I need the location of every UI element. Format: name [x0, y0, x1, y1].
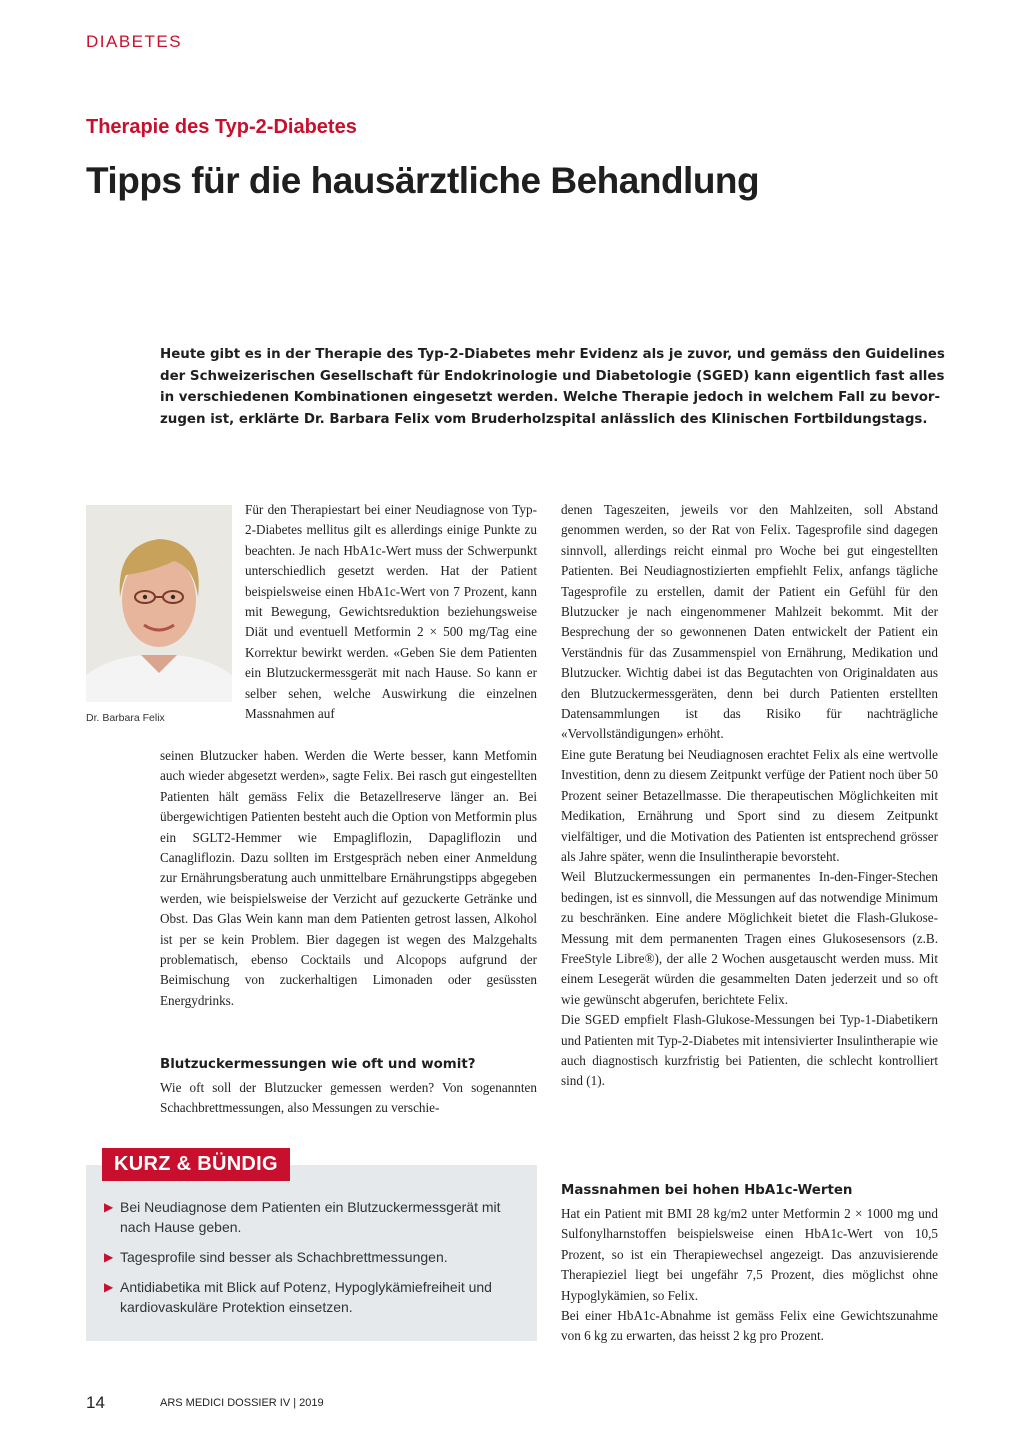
lead-line: Heute gibt es in der Therapie des Typ-2-Diabetes mehr Evidenz als je zuvor, und gemäss den Guidelines: [160, 347, 945, 362]
body-column-left-top: [245, 500, 537, 724]
summary-item: [104, 1247, 524, 1267]
publication-info: ARS MEDICI DOSSIER IV | 2019: [160, 1397, 324, 1409]
body-paragraph: denen Tageszeiten, jeweils vor den Mahlzeiten, soll Abstand genommen werden, so der Rat von Felix. Tagesprofile sind dagegen sinnvoll, allerdings reicht einmal pro Woche bei gut eingestellten Patienten. Bei Neudiagnostizierten empfiehlt Felix, anfangs tägliche Tagesprofile zu erstellen, damit der Patient ein Gefühl für den Blutzucker je nach eingenommener Mahlzeit bekommt. Mit der Besprechung der so gewonnenen Daten entwickelt der Patient ein Verständnis für das Zusammenspiel von Ernährung, Medikation und Blutzucker. Wichtig dabei ist das Begutachten von Originaldaten aus den Blutzuckermessgeräten, denn bei durch Patienten erstellten Datensammlungen ist das Risiko für nachträgliche «Vervollständigungen» erhöht.: [561, 502, 938, 742]
body-column-right-2: [561, 1204, 938, 1347]
triangle-right-icon: ▶: [104, 1200, 114, 1214]
summary-item-text: Antidiabetika mit Blick auf Potenz, Hypoglykämiefreiheit und kardiovaskuläre Protektion einsetzen.: [120, 1279, 492, 1315]
body-paragraph: Hat ein Patient mit BMI 28 kg/m2 unter Metformin 2 × 1000 mg und Sulfonylharnstoffen beispielsweise einen HbA1c-Wert von 10,5 Prozent, so ist ein Therapiewechsel angezeigt. Das anzuvisierende Therapieziel liegt bei ungefähr 7,5 Prozent, dies möglichst ohne Hypoglykämien, so Felix.: [561, 1206, 938, 1303]
photo-caption: Dr. Barbara Felix: [86, 712, 165, 724]
summary-item: [104, 1197, 524, 1237]
body-paragraph: Weil Blutzuckermessungen ein permanentes In-den-Finger-Stechen bedingen, ist es sinnvoll, die Messungen auf das notwendige Minimum zu beschränken. Eine andere Möglichkeit bietet die Flash-Glukose-Messung mit dem permanenten Tragen eines Glukosesensors (z.B. FreeStyle Libre®), der alle 2 Wochen ausgetauscht werden muss. Mit einem Lesegerät würden die gesammelten Daten jederzeit und so oft wie gewünscht abgerufen, berichtete Felix.: [561, 869, 938, 1007]
body-column-right: [561, 500, 938, 1092]
triangle-right-icon: ▶: [104, 1280, 114, 1294]
body-paragraph: Bei einer HbA1c-Abnahme ist gemäss Felix eine Gewichtszunahme von 6 kg zu erwarten, das heisst 2 kg pro Prozent.: [561, 1308, 938, 1344]
subheading-blutzucker: Blutzuckermessungen wie oft und womit?: [160, 1057, 476, 1072]
body-paragraph: seinen Blutzucker haben. Werden die Werte besser, kann Metfomin auch wieder abgesetzt werden», sagte Felix. Bei rasch gut eingestellten Patienten hält gemäss Felix die Betazellreserve länger an. Bei übergewichtigen Patienten besteht auch die Option von Metformin plus ein SGLT2-Hemmer wie Empagliflozin, Dapagliflozin und Canagliflozin. Dazu sollten im Erstgespräch neben einer Anmeldung zur Ernährungsberatung auch unmittelbare Ernährungstipps abgegeben werden, wie beispielsweise der Verzicht auf gezuckerte Getränke und Obst. Das Glas Wein kann man dem Patienten getrost lassen, Alkohol ist per se kein Problem. Bier dagegen ist wegen des Malzgehalts problematisch, ebenso Cocktails und Alcopops aufgrund der Beimischung von zuckerhaltigen Limonaden oder gesüssten Energydrinks.: [160, 748, 537, 1008]
summary-item-text: Tagesprofile sind besser als Schachbrettmessungen.: [120, 1249, 448, 1265]
body-paragraph: Eine gute Beratung bei Neudiagnosen erachtet Felix als eine wertvolle Investition, denn zu diesem Zeitpunkt verfüge der Patient noch über 50 Prozent seiner Betazellmasse. Die therapeutischen Möglichkeiten mit Medikation, Ernährung und Sport sind zu diesem Zeitpunkt vielfältiger, und die Motivation des Patienten ist entsprechend grösser als Jahre später, wenn die Insulintherapie bevorsteht.: [561, 746, 938, 864]
body-paragraph: Wie oft soll der Blutzucker gemessen werden? Von sogenannten Schachbrettmessungen, also Messungen zu verschie-: [160, 1080, 537, 1116]
body-column-left: [160, 746, 537, 1011]
subheading-massnahmen: Massnahmen bei hohen HbA1c-Werten: [561, 1183, 853, 1198]
summary-box-title: KURZ & BÜNDIG: [102, 1148, 290, 1181]
body-column-left-2: [160, 1078, 537, 1119]
portrait-illustration: [86, 505, 232, 702]
lead-line: der Schweizerischen Gesellschaft für Endokrinologie und Diabetologie (SGED) kann eigentlich fast alles: [160, 368, 945, 384]
author-photo: [86, 505, 232, 702]
article-headline: Tipps für die hausärztliche Behandlung: [86, 160, 760, 201]
summary-item-text: Bei Neudiagnose dem Patienten ein Blutzuckermessgerät mit nach Hause geben.: [120, 1199, 501, 1235]
summary-list: [104, 1197, 524, 1327]
triangle-right-icon: ▶: [104, 1250, 114, 1264]
lead-paragraph: [160, 344, 945, 430]
body-paragraph: Die SGED empfielt Flash-Glukose-Messungen bei Typ-1-Diabetikern und Patienten mit Typ-2-Diabetes mit intensivierter Insulintherapie wie auch diagnostisch kurzfristig bei Patienten, die schlecht kontrolliert sind (1).: [561, 1012, 938, 1089]
article-kicker: Therapie des Typ-2-Diabetes: [86, 116, 357, 138]
lead-line: zugen ist, erklärte Dr. Barbara Felix vom Bruderholzspital anlässlich des Klinischen Fortbildungstags.: [160, 411, 928, 427]
page-number: 14: [86, 1393, 105, 1412]
section-label: DIABETES: [86, 32, 183, 51]
lead-line: in verschiedenen Kombinationen eingesetzt werden. Welche Therapie jedoch in welchem Fall zu bevor-: [160, 390, 941, 405]
body-paragraph: Für den Therapiestart bei einer Neudiagnose von Typ-2-Diabetes mellitus gilt es allerdings einige Punkte zu beachten. Je nach HbA1c-Wert muss der Schwerpunkt unterschiedlich gesetzt werden. Hat der Patient beispielsweise einen HbA1c-Wert von 7 Prozent, kann mit Bewegung, Gewichtsreduktion beziehungsweise Diät und eventuell Metformin 2 × 500 mg/Tag eine Korrektur bewirkt werden. «Geben Sie dem Patienten ein Blutzuckermessgerät mit nach Hause. So kann er selber sehen, welche Auswirkung die einzelnen Massnahmen auf: [245, 502, 537, 722]
summary-item: [104, 1277, 524, 1317]
